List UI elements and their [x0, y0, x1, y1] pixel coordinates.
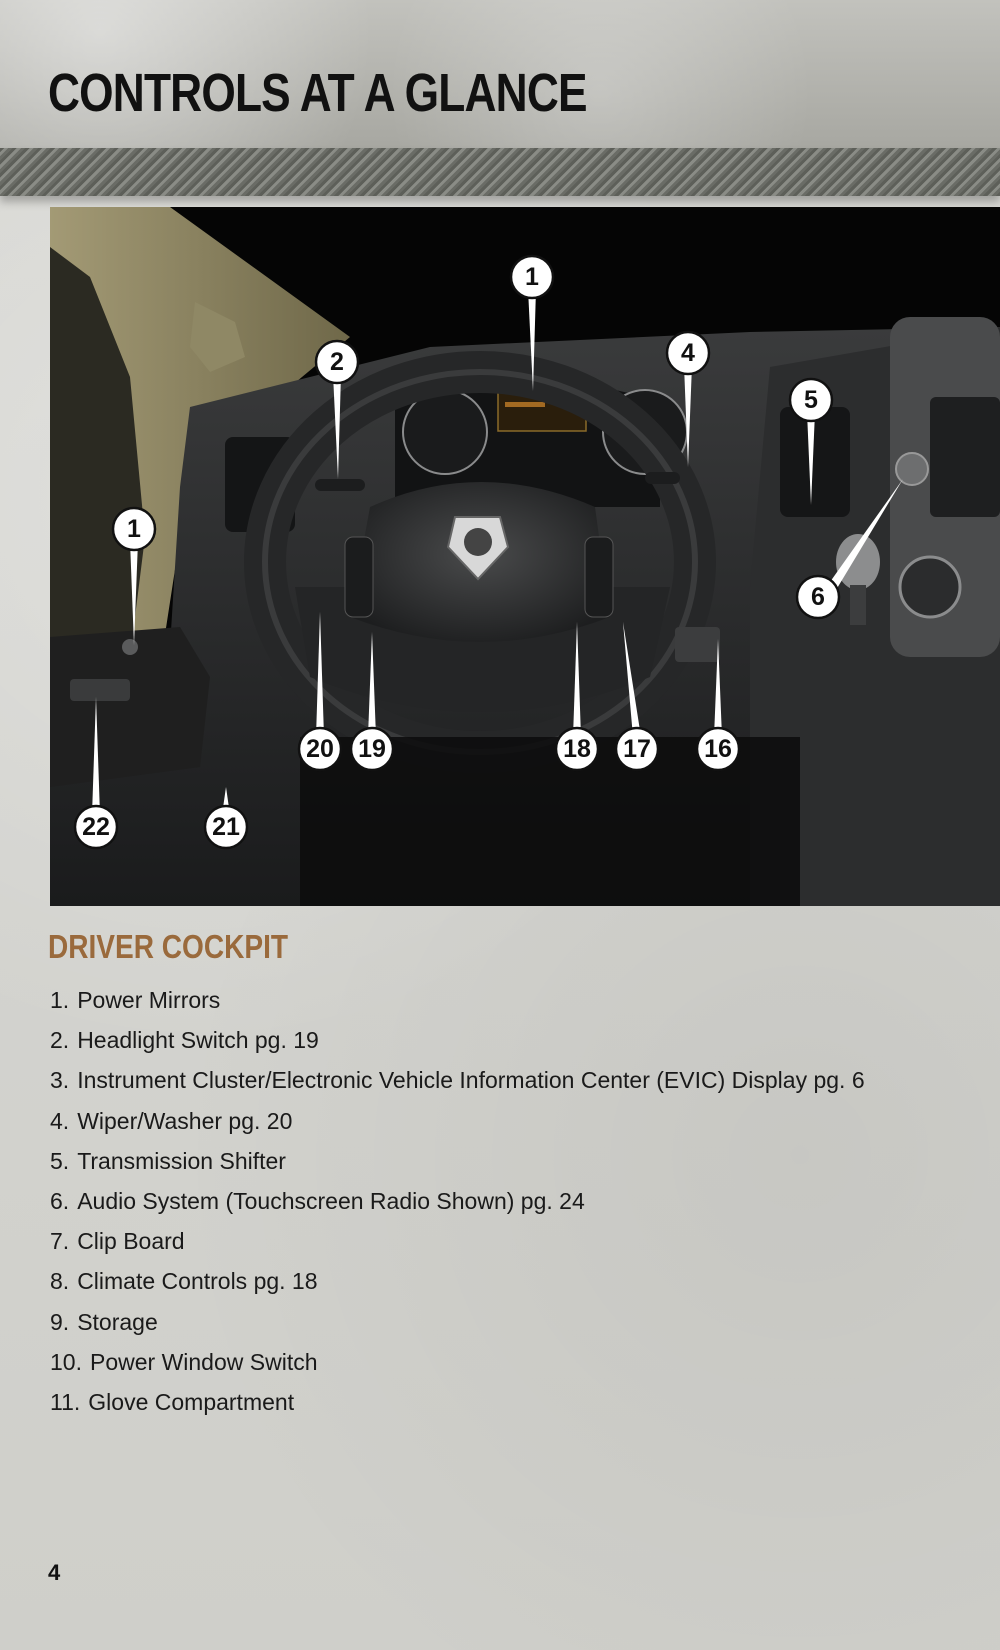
page-number: 4 — [48, 1560, 61, 1585]
svg-text:5: 5 — [804, 386, 818, 414]
cockpit-illustration — [50, 207, 1000, 906]
svg-text:6: 6 — [811, 583, 825, 611]
item-text: Wiper/Washer pg. 20 — [77, 1107, 293, 1134]
item-text: Glove Compartment — [88, 1388, 295, 1415]
list-item — [50, 1263, 980, 1303]
item-number: 8. — [50, 1268, 70, 1295]
callout-5 — [790, 379, 832, 421]
callout-18 — [556, 728, 598, 770]
item-number: 6. — [50, 1187, 70, 1214]
right-vent — [780, 407, 850, 517]
controls-list — [50, 982, 980, 1424]
item-number: 1. — [50, 987, 70, 1013]
item-text: Storage — [77, 1308, 158, 1335]
item-text: Clip Board — [77, 1228, 185, 1255]
svg-text:18: 18 — [563, 735, 591, 763]
callout-6 — [797, 576, 839, 618]
header-texture-band — [0, 148, 1000, 196]
callout-2 — [316, 341, 358, 383]
callout-19 — [351, 728, 393, 770]
item-number: 9. — [50, 1308, 70, 1335]
item-text: Transmission Shifter — [77, 1147, 286, 1174]
callout-20 — [299, 728, 341, 770]
callout-3 — [511, 256, 553, 298]
item-text: Headlight Switch pg. 19 — [77, 1027, 319, 1054]
item-number: 5. — [50, 1147, 70, 1174]
list-item — [50, 1304, 980, 1344]
list-item — [50, 982, 980, 1022]
svg-text:22: 22 — [82, 813, 110, 841]
climate-knob — [900, 557, 960, 617]
item-text: Power Window Switch — [89, 1348, 318, 1375]
svg-text:4: 4 — [681, 339, 695, 367]
svg-text:1: 1 — [127, 515, 141, 543]
mirror-switch — [122, 639, 138, 655]
radio-knob — [896, 453, 928, 485]
item-number: 11. — [50, 1388, 81, 1415]
svg-text:2: 2 — [330, 348, 344, 376]
page-title: CONTROLS AT A GLANCE — [48, 63, 587, 123]
svg-text:1: 1 — [525, 263, 539, 291]
callout-1 — [113, 508, 155, 550]
item-number: 3. — [50, 1067, 70, 1094]
callout-16 — [697, 728, 739, 770]
svg-text:20: 20 — [306, 735, 334, 763]
section-title: DRIVER COCKPIT — [48, 928, 289, 965]
item-number: 7. — [50, 1228, 70, 1255]
item-number: 2. — [50, 1027, 70, 1054]
item-number: 10. — [50, 1348, 82, 1375]
list-item — [50, 1062, 980, 1102]
item-text: Power Mirrors — [77, 987, 221, 1013]
list-item — [50, 1223, 980, 1263]
list-item — [50, 1384, 980, 1424]
svg-text:21: 21 — [212, 813, 240, 841]
item-number: 4. — [50, 1107, 70, 1134]
list-item — [50, 1103, 980, 1143]
item-text: Audio System (Touchscreen Radio Shown) pg. 24 — [77, 1187, 585, 1214]
power-window-switch — [70, 679, 130, 701]
item-text: Instrument Cluster/Electronic Vehicle Information Center (EVIC) Display pg. 6 — [77, 1067, 865, 1094]
list-item — [50, 1183, 980, 1223]
item-text: Climate Controls pg. 18 — [77, 1268, 318, 1295]
list-item — [50, 1143, 980, 1183]
list-item — [50, 1344, 980, 1384]
callout-17 — [616, 728, 658, 770]
svg-text:16: 16 — [704, 735, 732, 763]
callout-4 — [667, 332, 709, 374]
svg-text:17: 17 — [623, 735, 651, 763]
callout-21 — [205, 806, 247, 848]
list-item — [50, 1022, 980, 1062]
gear-shifter — [836, 534, 880, 590]
svg-text:19: 19 — [358, 735, 386, 763]
page-header — [0, 0, 1000, 150]
callout-22 — [75, 806, 117, 848]
cockpit-photo — [50, 207, 1000, 906]
